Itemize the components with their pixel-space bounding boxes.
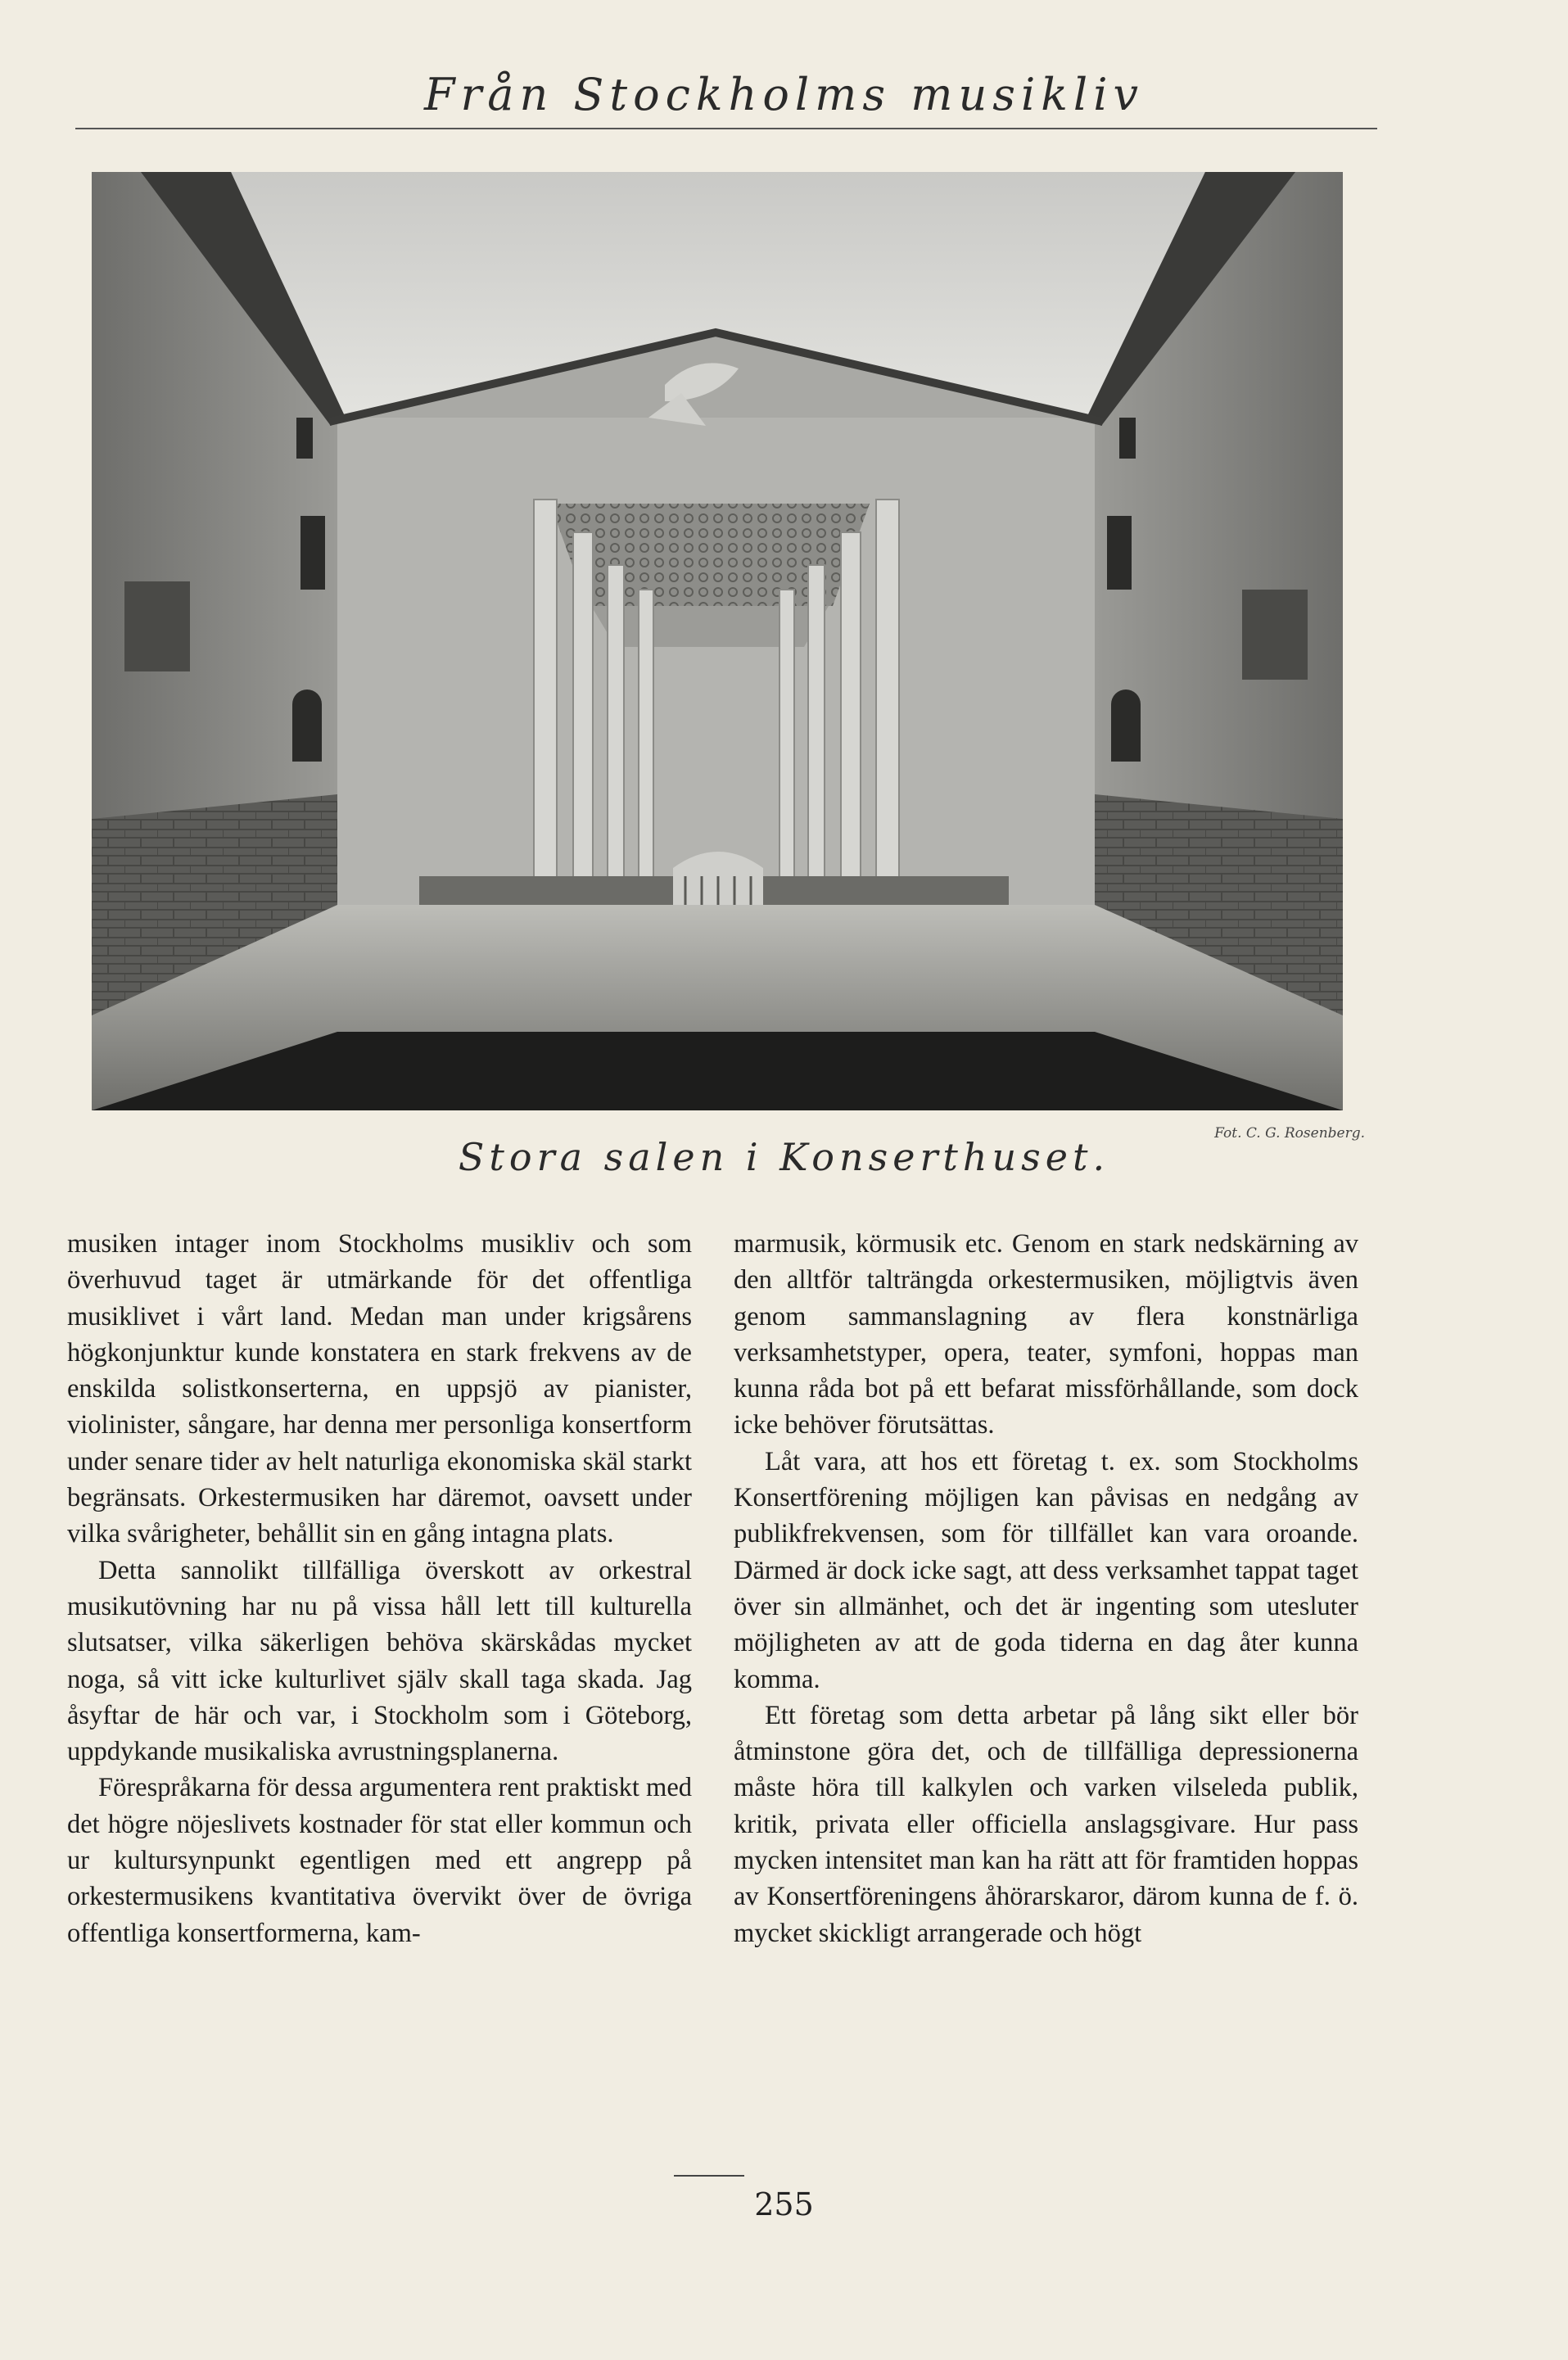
running-header: Från Stockholms musikliv	[424, 69, 1144, 120]
paragraph: marmusik, körmusik etc. Genom en stark nedskärning av den alltför talträngda orkestermusiken, möjligtvis även genom sammanslagning av flera konstnärliga verksamhetstyper, opera, teater, symfoni, hoppas man kunna råda bot på ett befarat missförhållande, som dock icke behöver förutsättas.	[734, 1229, 1358, 1440]
paragraph: Förespråkarna för dessa argumentera rent praktiskt med det högre nöjeslivets kostnader för stat eller kommun och ur kultursynpunkt egentligen med ett angrepp på orkestermusikens kvantitativa övervikt över de övriga offentliga konsertformerna, kam-	[67, 1773, 692, 1948]
page-number: 255	[754, 2186, 814, 2222]
left-column	[67, 1226, 692, 1951]
paragraph: Detta sannolikt tillfälliga överskott av orkestral musikutövning har nu på vissa håll lett till kulturella slutsatser, vilka säkerligen behöva skärskådas mycket noga, så vitt icke kulturlivet själv skall taga skada. Jag åsyftar de här och var, i Stockholm som i Göteborg, uppdykande musikaliska avrustningsplanerna.	[67, 1555, 692, 1767]
paragraph: Låt vara, att hos ett företag t. ex. som Stockholms Konsertförening möjligen kan påvisas en nedgång av publikfrekvensen, som för tillfället kan vara oroande. Därmed är dock icke sagt, att dess verksamhet tappat taget över sin allmänhet, och det är ingenting som utesluter möjligheten av att de goda tiderna en dag åter kunna komma.	[734, 1446, 1358, 1694]
concert-hall-photo	[92, 172, 1343, 1110]
header-rule	[75, 128, 1377, 129]
figure-caption: Stora salen i Konserthuset.	[458, 1135, 1110, 1179]
footer-rule	[674, 2175, 744, 2177]
paragraph: Ett företag som detta arbetar på lång sikt eller bör åtminstone göra det, och de tillfälliga depressionerna måste höra till kalkylen och varken vilseleda publik, kritik, privata eller officiella anslagsgivare. Hur pass mycken intensitet man kan ha rätt att för framtiden hoppas av Konsertföreningens åhörarskaror, därom kunna de f. ö. mycket skickligt arrangerade och högt	[734, 1700, 1358, 1948]
photo-credit: Fot. C. G. Rosenberg.	[1214, 1125, 1365, 1142]
paragraph: musiken intager inom Stockholms musikliv och som överhuvud taget är utmärkande för det offentliga musiklivet i vårt land. Medan man under krigsårens högkonjunktur kunde konstatera en stark frekvens av de enskilda solistkonserterna, en uppsjö av pianister, violinister, sångare, har denna mer personliga konsertform under senare tider av helt naturliga ekonomiska skäl starkt begränsats. Orkestermusiken har däremot, oavsett under vilka svårigheter, behållit sin en gång intagna plats.	[67, 1229, 692, 1549]
right-column	[734, 1226, 1358, 1951]
